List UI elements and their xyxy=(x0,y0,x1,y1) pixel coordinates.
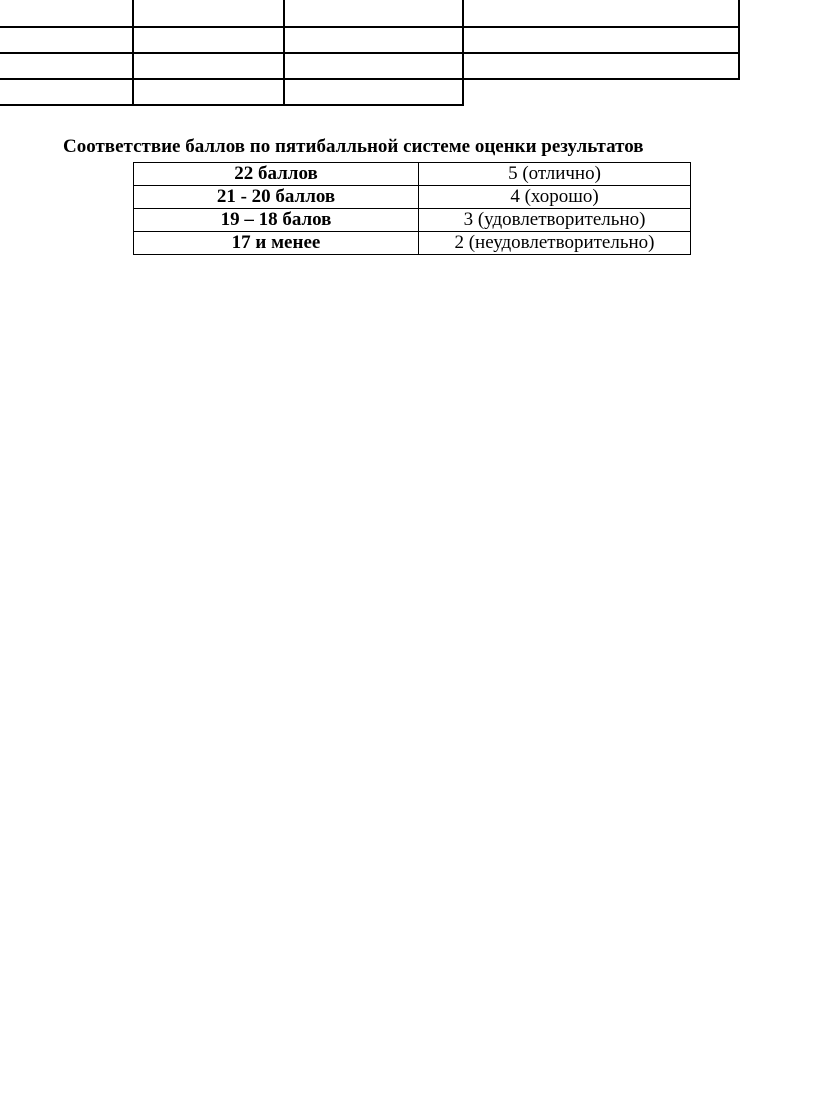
score-cell: 17 и менее xyxy=(134,232,419,255)
table-border xyxy=(462,0,464,106)
grade-conversion-table xyxy=(133,162,691,255)
table-row xyxy=(134,209,691,232)
score-cell: 22 баллов xyxy=(134,163,419,186)
score-cell: 21 - 20 баллов xyxy=(134,186,419,209)
table-border xyxy=(283,0,285,106)
grade-cell: 2 (неудовлетворительно) xyxy=(419,232,691,255)
table-border xyxy=(0,104,464,106)
grade-cell: 3 (удовлетворительно) xyxy=(419,209,691,232)
table-border xyxy=(132,0,134,106)
grade-cell: 4 (хорошо) xyxy=(419,186,691,209)
page-title: Соответствие баллов по пятибалльной системе оценки результатов xyxy=(63,136,644,157)
table-border xyxy=(0,26,740,28)
table-row xyxy=(134,163,691,186)
table-row xyxy=(134,232,691,255)
table-border xyxy=(0,52,740,54)
score-cell: 19 – 18 балов xyxy=(134,209,419,232)
table-row xyxy=(134,186,691,209)
grade-cell: 5 (отлично) xyxy=(419,163,691,186)
table-border xyxy=(738,0,740,80)
table-border xyxy=(0,78,740,80)
